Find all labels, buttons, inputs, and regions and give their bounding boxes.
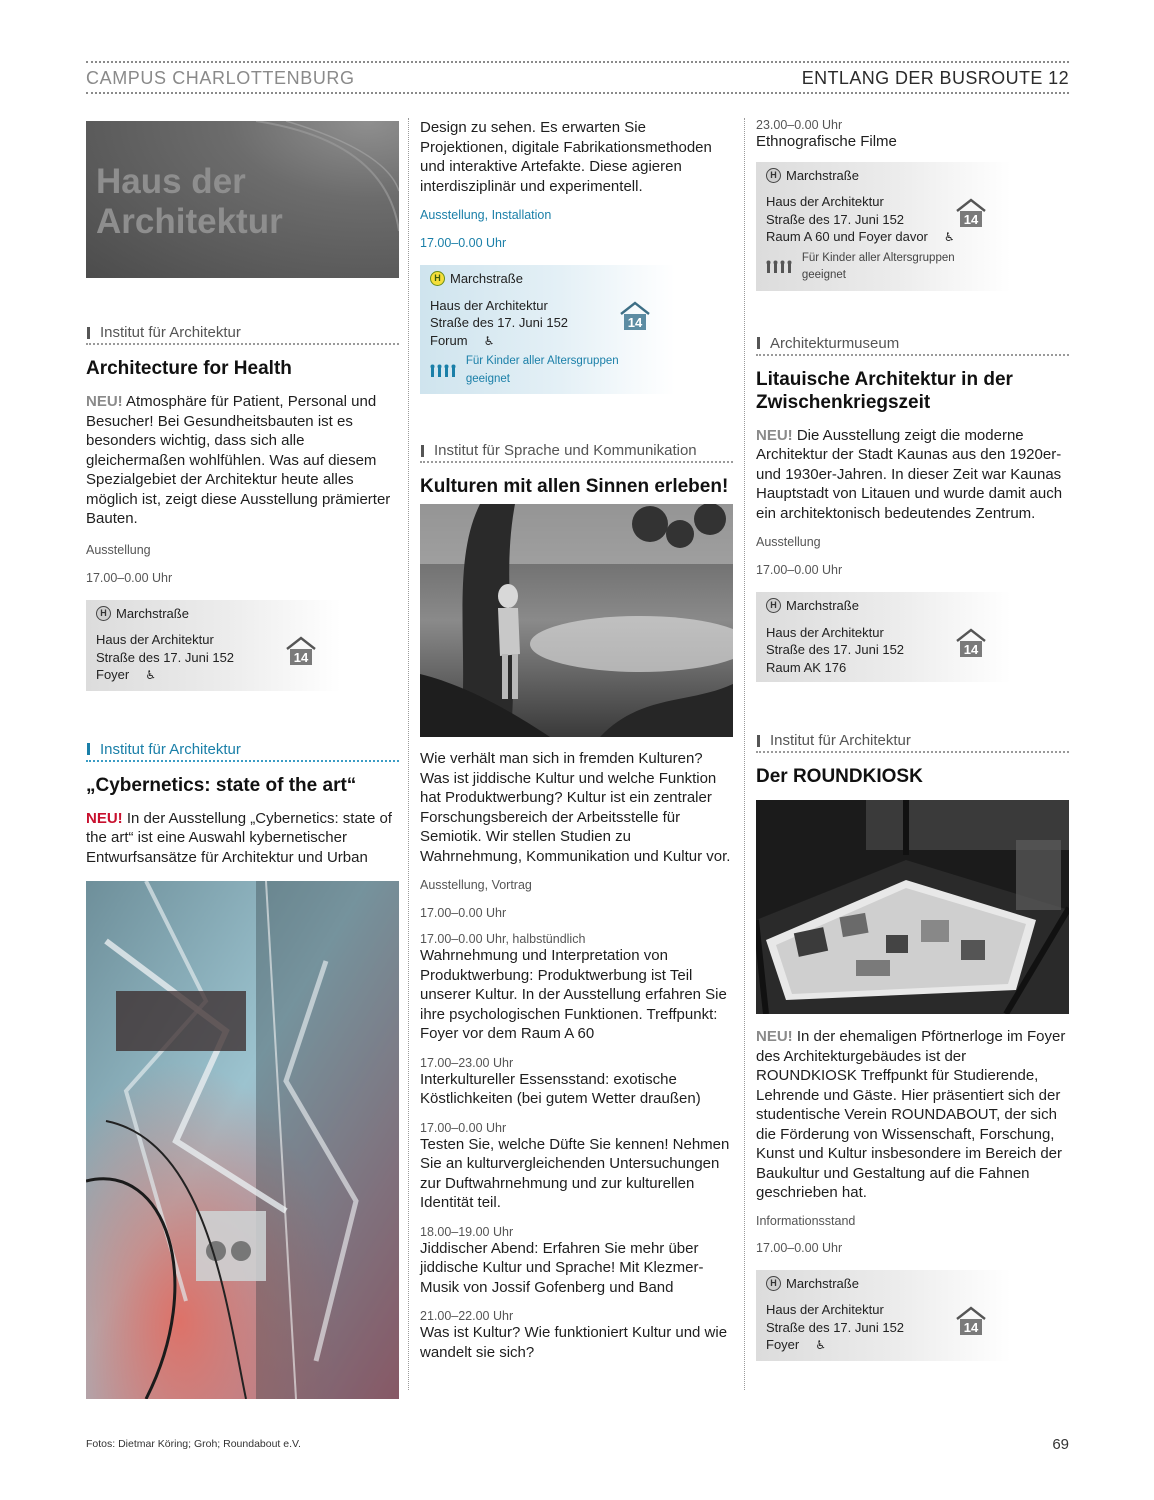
bus-stop-name: Marchstraße bbox=[786, 598, 859, 613]
program-item bbox=[420, 932, 733, 1044]
event-time: 17.00–0.00 Uhr bbox=[420, 236, 507, 250]
program-time: 18.00–19.00 Uhr bbox=[420, 1224, 514, 1239]
event-time: 17.00–0.00 Uhr bbox=[86, 570, 173, 585]
wheelchair-icon: ♿ bbox=[145, 668, 156, 682]
bus-line-house-icon bbox=[955, 198, 987, 228]
header-bottom-rule bbox=[86, 92, 1069, 94]
page-number: 69 bbox=[1052, 1436, 1069, 1453]
bus-stop-icon: H bbox=[766, 1276, 781, 1291]
street-address: Straße des 17. Juni 152 bbox=[96, 649, 235, 665]
program-text: Ethnografische Filme bbox=[756, 133, 897, 150]
column-2 bbox=[420, 118, 733, 1362]
building-name: Haus der Architektur bbox=[766, 624, 884, 640]
program-item bbox=[420, 1309, 733, 1362]
bus-line-house-icon bbox=[619, 301, 651, 331]
event-time: 17.00–0.00 Uhr bbox=[756, 1240, 843, 1255]
program-time: 21.00–22.00 Uhr bbox=[420, 1309, 514, 1323]
bus-stop-name: Marchstraße bbox=[786, 167, 859, 183]
location-box bbox=[756, 592, 1011, 682]
wheelchair-icon: ♿ bbox=[483, 333, 495, 348]
wheelchair-icon: ♿ bbox=[943, 230, 955, 244]
location-box bbox=[756, 1270, 1011, 1361]
program-time: 17.00–23.00 Uhr bbox=[420, 1055, 514, 1070]
logo-line-2: Architektur bbox=[96, 202, 283, 241]
kids-suitable: Für Kinder aller Altersgruppen geeignet bbox=[766, 250, 1001, 285]
event-type: Informationsstand bbox=[756, 1213, 856, 1228]
kids-suitable: Für Kinder aller Altersgruppen geeignet bbox=[430, 353, 665, 388]
event-type: Ausstellung bbox=[756, 535, 821, 549]
event-title: Litauische Architektur in der Zwischenkriegszeit bbox=[756, 368, 1013, 413]
institute-label: Architekturmuseum bbox=[756, 335, 1069, 356]
wheelchair-icon: ♿ bbox=[815, 1338, 826, 1352]
section-litauische-architektur bbox=[756, 335, 1069, 683]
street-address: Straße des 17. Juni 152 bbox=[766, 211, 905, 227]
column-divider bbox=[408, 118, 409, 1390]
event-type: Ausstellung, Installation bbox=[420, 208, 552, 222]
location-box bbox=[420, 265, 675, 394]
institute-label: Institut für Architektur bbox=[86, 741, 399, 762]
event-title: Der ROUNDKIOSK bbox=[756, 766, 923, 787]
room-name: Raum AK 176 bbox=[766, 659, 847, 675]
event-time: 17.00–0.00 Uhr bbox=[420, 906, 507, 920]
continued-description: Design zu sehen. Es erwarten Sie Projektionen, digitale Fabrikationsmethoden und interaktive Artefakte. Diese agieren interdisziplinär und experimentell. bbox=[420, 119, 712, 195]
bus-line-house-icon bbox=[285, 636, 317, 666]
event-description: NEU! Atmosphäre für Patient, Personal und Besucher! Bei Gesundheitsbauten ist es besonders wichtig, dass sich alle gleichermaßen wohlfühlen. Was auf diesem Spezialgebiet der Architektur heute alles möglich ist, zeigt diese Ausstellung prämierter Bauten. bbox=[86, 393, 391, 527]
children-icon bbox=[766, 260, 796, 274]
building-name: Haus der Architektur bbox=[96, 632, 214, 647]
program-item bbox=[420, 1225, 733, 1298]
program-text: Jiddischer Abend: Erfahren Sie mehr über jiddische Kultur und Sprache! Mit Klezmer-Musik von Jossif Gofenberg und Band bbox=[420, 1239, 704, 1296]
program-item bbox=[420, 1121, 733, 1213]
building-name: Haus der Architektur bbox=[430, 297, 548, 313]
street-address: Straße des 17. Juni 152 bbox=[766, 1319, 905, 1335]
bus-line-house-icon bbox=[955, 628, 987, 658]
section-cybernetics bbox=[86, 741, 399, 1400]
location-box bbox=[756, 162, 1011, 291]
haus-der-architektur-logo bbox=[86, 121, 399, 278]
section-kulturen bbox=[420, 442, 733, 1362]
header-top-rule bbox=[86, 61, 1069, 63]
program-time: 17.00–0.00 Uhr bbox=[420, 1120, 507, 1135]
bus-line-number: 14 bbox=[963, 1319, 979, 1335]
room-name: Forum bbox=[430, 332, 468, 348]
institute-label: Institut für Sprache und Kommunikation bbox=[420, 442, 733, 463]
header-campus: CAMPUS CHARLOTTENBURG bbox=[86, 68, 355, 88]
event-type: Ausstellung, Vortrag bbox=[420, 878, 532, 892]
cybernetics-photo bbox=[86, 881, 399, 1399]
program-time: 23.00–0.00 Uhr bbox=[756, 118, 843, 132]
column-3 bbox=[756, 118, 1069, 1361]
building-name: Haus der Architektur bbox=[766, 1302, 884, 1317]
event-title: „Cybernetics: state of the art“ bbox=[86, 774, 357, 796]
section-roundkiosk bbox=[756, 732, 1069, 1361]
roundkiosk-photo bbox=[756, 800, 1069, 1014]
photo-credits: Fotos: Dietmar Köring; Groh; Roundabout e.V. bbox=[86, 1438, 301, 1450]
event-type: Ausstellung bbox=[86, 542, 151, 557]
bus-stop-name: Marchstraße bbox=[450, 271, 523, 286]
logo-line-1: Haus der bbox=[96, 162, 246, 201]
bus-stop-icon: H bbox=[766, 598, 781, 613]
event-time: 17.00–0.00 Uhr bbox=[756, 563, 843, 577]
bus-line-number: 14 bbox=[293, 649, 309, 665]
column-divider bbox=[744, 118, 745, 1390]
institute-label: Institut für Architektur bbox=[756, 732, 1069, 753]
program-text: Interkultureller Essensstand: exotische Köstlichkeiten (bei gutem Wetter draußen) bbox=[420, 1070, 701, 1107]
room-name: Foyer bbox=[96, 667, 130, 682]
section-architecture-for-health bbox=[86, 324, 399, 691]
bus-line-house-icon bbox=[955, 1306, 987, 1336]
jungle-photo bbox=[420, 504, 733, 737]
bus-stop-icon: H bbox=[766, 168, 781, 183]
street-address: Straße des 17. Juni 152 bbox=[766, 642, 905, 657]
location-box bbox=[86, 600, 341, 691]
event-program-list bbox=[420, 932, 733, 1362]
event-title: Architecture for Health bbox=[86, 358, 292, 379]
bus-stop-icon: H bbox=[96, 606, 111, 621]
street-address: Straße des 17. Juni 152 bbox=[430, 315, 569, 330]
room-name: Foyer bbox=[766, 1337, 800, 1352]
building-name: Haus der Architektur bbox=[766, 194, 884, 209]
event-description: Wie verhält man sich in fremden Kulturen? Was ist jiddische Kultur und welche Funktion hat Produktwerbung? Kultur ist ein zentraler Forschungsbereich der Arbeitsstelle für Semiotik. Wir stellen Studien zu Wahrnehmung, Kommunikation und Kultur vor. bbox=[420, 750, 731, 865]
bus-stop-name: Marchstraße bbox=[116, 605, 189, 621]
header-route: ENTLANG DER BUSROUTE 12 bbox=[801, 68, 1069, 88]
bus-line-number: 14 bbox=[963, 211, 979, 227]
room-name: Raum A 60 und Foyer davor bbox=[766, 229, 928, 244]
program-time: 17.00–0.00 Uhr, halbstündlich bbox=[420, 932, 586, 946]
program-text: Wahrnehmung und Interpretation von Produktwerbung: Produktwerbung ist Teil unserer Kultur. In der Ausstellung erfahren Sie ihre psychologischen Funktionen. Treffpunkt: Foyer vor dem Raum A 60 bbox=[420, 947, 727, 1042]
bus-line-number: 14 bbox=[963, 642, 979, 657]
children-icon bbox=[430, 364, 460, 378]
bus-line-number: 14 bbox=[627, 315, 643, 330]
bus-stop-name: Marchstraße bbox=[786, 1275, 859, 1291]
event-description: NEU! In der ehemaligen Pförtnerloge im Foyer des Architekturgebäudes ist der ROUNDKIOSK Treffpunkt für Studierende, Lehrende und Gäste. Hier präsentiert sich der studentische Verein ROUNDABOUT, der sich die Förderung von Wissenschaft, Forschung, Kunst und Kultur insbesondere im Bereich der Baukultur und Gestaltung auf die Fahnen geschrieben hat. bbox=[756, 1028, 1066, 1201]
event-description: NEU! Die Ausstellung zeigt die moderne Architektur der Stadt Kaunas aus den 1920er- und 1930er-Jahren. In dieser Zeit war Kaunas Hauptstadt von Litauen und wurde damit auch ein architektonisch bedeutendes Zentrum. bbox=[756, 426, 1063, 522]
event-title: Kulturen mit allen Sinnen erleben! bbox=[420, 476, 729, 497]
institute-label: Institut für Architektur bbox=[86, 324, 399, 345]
program-text: Testen Sie, welche Düfte Sie kennen! Nehmen Sie an kulturvergleichenden Untersuchungen zur Duftwahrnehmung und zur kulturellen Identität teil. bbox=[420, 1135, 730, 1211]
bus-stop-icon: H bbox=[430, 271, 445, 286]
program-text: Was ist Kultur? Wie funktioniert Kultur und wie wandelt sie sich? bbox=[420, 1324, 728, 1361]
event-description: NEU! In der Ausstellung „Cybernetics: state of the art“ ist eine Auswahl kybernetischer Entwurfsansätze für Architektur und Urban bbox=[86, 809, 392, 866]
column-1 bbox=[86, 118, 399, 1399]
program-item bbox=[420, 1056, 733, 1109]
